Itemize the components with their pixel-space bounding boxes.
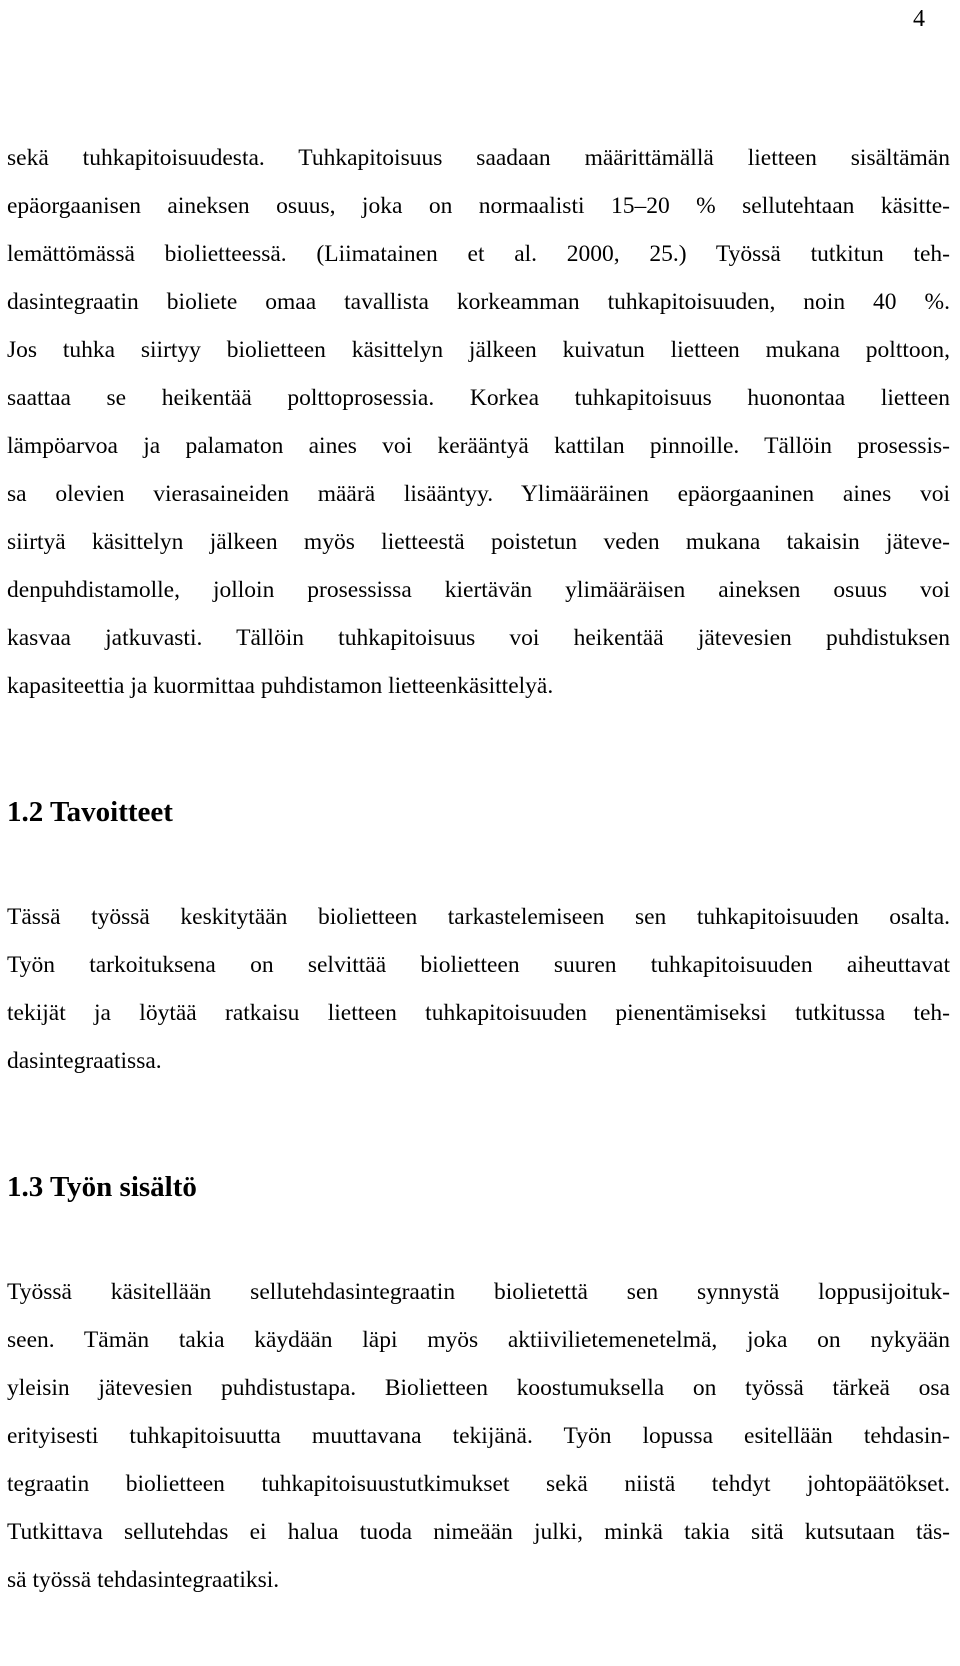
paragraph-line: yleisin jätevesien puhdistustapa. Biolietteen koostumuksella on työssä tärkeä osa bbox=[7, 1375, 950, 1401]
paragraph-line: lemättömässä biolietteessä. (Liimatainen et al. 2000, 25.) Työssä tutkitun teh- bbox=[7, 241, 950, 267]
paragraph-line: kapasiteettia ja kuormittaa puhdistamon lietteenkäsittelyä. bbox=[7, 673, 554, 699]
paragraph-line: tekijät ja löytää ratkaisu lietteen tuhkapitoisuuden pienentämiseksi tutkitussa teh- bbox=[7, 1000, 950, 1026]
section-heading: 1.3 Työn sisältö bbox=[7, 1171, 197, 1203]
paragraph-line: dasintegraatissa. bbox=[7, 1048, 162, 1074]
paragraph-line: Tutkittava sellutehdas ei halua tuoda nimeään julki, minkä takia sitä kutsutaan täs- bbox=[7, 1519, 950, 1545]
paragraph-line: kasvaa jatkuvasti. Tällöin tuhkapitoisuus voi heikentää jätevesien puhdistuksen bbox=[7, 625, 950, 651]
paragraph-line: Työssä käsitellään sellutehdasintegraatin biolietettä sen synnystä loppusijoituk- bbox=[7, 1279, 950, 1305]
paragraph-line: erityisesti tuhkapitoisuutta muuttavana tekijänä. Työn lopussa esitellään tehdasin- bbox=[7, 1423, 950, 1449]
paragraph-line: lämpöarvoa ja palamaton aines voi kerääntyä kattilan pinnoille. Tällöin prosessis- bbox=[7, 433, 950, 459]
paragraph-line: denpuhdistamolle, jolloin prosessissa kiertävän ylimääräisen aineksen osuus voi bbox=[7, 577, 950, 603]
paragraph-line: Jos tuhka siirtyy biolietteen käsittelyn jälkeen kuivatun lietteen mukana polttoon, bbox=[7, 337, 950, 363]
paragraph-line: epäorgaanisen aineksen osuus, joka on normaalisti 15–20 % sellutehtaan käsitte- bbox=[7, 193, 950, 219]
paragraph-line: siirtyä käsittelyn jälkeen myös lietteestä poistetun veden mukana takaisin jäteve- bbox=[7, 529, 950, 555]
paragraph-line: dasintegraatin bioliete omaa tavallista korkeamman tuhkapitoisuuden, noin 40 %. bbox=[7, 289, 950, 315]
paragraph-line: tegraatin biolietteen tuhkapitoisuustutkimukset sekä niistä tehdyt johtopäätökset. bbox=[7, 1471, 950, 1497]
paragraph-line: seen. Tämän takia käydään läpi myös aktiivilietemenetelmä, joka on nykyään bbox=[7, 1327, 950, 1353]
paragraph-line: Tässä työssä keskitytään biolietteen tarkastelemiseen sen tuhkapitoisuuden osalta. bbox=[7, 904, 950, 930]
page-number: 4 bbox=[913, 6, 925, 32]
paragraph-line: sä työssä tehdasintegraatiksi. bbox=[7, 1567, 280, 1593]
paragraph-line: saattaa se heikentää polttoprosessia. Korkea tuhkapitoisuus huonontaa lietteen bbox=[7, 385, 950, 411]
paragraph-line: sa olevien vierasaineiden määrä lisääntyy. Ylimääräinen epäorgaaninen aines voi bbox=[7, 481, 950, 507]
section-heading: 1.2 Tavoitteet bbox=[7, 796, 173, 828]
paragraph-line: Työn tarkoituksena on selvittää biolietteen suuren tuhkapitoisuuden aiheuttavat bbox=[7, 952, 950, 978]
paragraph-line: sekä tuhkapitoisuudesta. Tuhkapitoisuus saadaan määrittämällä lietteen sisältämän bbox=[7, 145, 950, 171]
